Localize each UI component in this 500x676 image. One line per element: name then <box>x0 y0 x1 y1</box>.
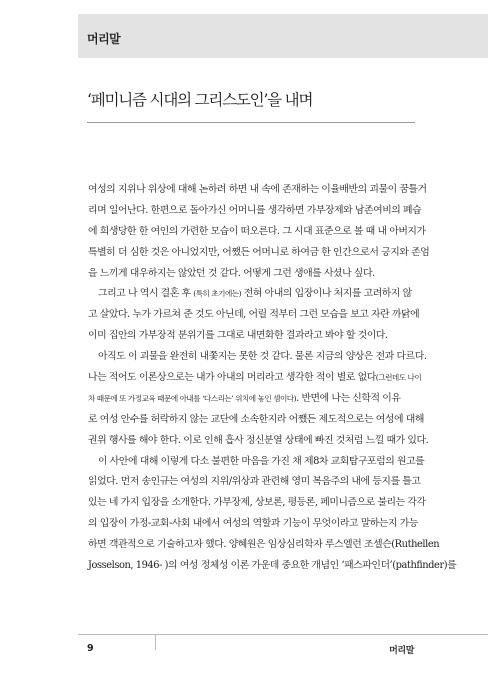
text-run: 특별히 더 심한 것은 아니었지만, 어쨌든 어머니로 하여금 한 인간으로서 긍지와 존엄 <box>88 246 430 258</box>
text-line <box>88 431 429 452</box>
text-run: 리며 일어난다. 한편으로 돌아가신 어머니를 생각하면 가부장제와 남존여비의 폐습 <box>88 204 422 216</box>
running-header-section: 머리말 <box>87 32 121 46</box>
chapter-title: ‘페미니즘 시대의 그리스도인’을 내며 <box>87 91 313 109</box>
footer-tick-divider <box>155 634 156 650</box>
text-line <box>88 514 418 535</box>
text-run: 그리고 나 역시 결혼 후 <box>98 288 194 300</box>
text-run: Josselson, 1946- )의 여성 정체성 이론 가운데 중요한 개념인 ‘패스파인더’(pathfinder)를 <box>88 560 457 572</box>
text-line <box>88 472 421 493</box>
text-run: 아직도 이 괴물을 완전히 내쫓지는 못한 것 같다. 물론 지금의 양상은 전과 다르다. <box>98 351 427 363</box>
title-divider <box>87 122 415 123</box>
text-line <box>88 305 420 326</box>
text-line <box>88 264 414 285</box>
inline-note: (특히 초기에는) <box>193 289 242 299</box>
inline-note: (그런데도 나이 <box>375 373 422 383</box>
text-line <box>88 535 440 556</box>
text-run: . 반면에 나는 신학적 이유 <box>296 392 401 404</box>
text-line <box>88 556 457 577</box>
text-run: 있는 네 가지 입장을 소개한다. 가부장제, 상보론, 평등론, 페미니즘으로 불리는 각각 <box>88 497 426 509</box>
text-run: 전혀 아내의 입장이나 처지를 고려하지 않 <box>241 288 412 300</box>
text-run: 로 여성 안수를 허락하지 않는 교단에 소속한지라 어쨌든 제도적으로는 여성에 대해 <box>88 413 424 425</box>
text-run: 여성의 지위나 위상에 대해 논하려 하면 내 속에 존재하는 이율배반의 괴물이 꿈틀거 <box>88 184 427 195</box>
text-run: 에 희생당한 한 여인의 가련한 모습이 떠오른다. 그 시대 표준으로 볼 때 내 아버지가 <box>88 225 426 237</box>
text-run: 하면 객관적으로 기술하고자 했다. 양혜원은 임상심리학자 루스엘런 조셀슨(Ruthellen <box>88 539 440 551</box>
inline-note: 차 때문에 또 가정교육 때문에 아내를 ‘다스리는’ 위치에 놓인 셈이다) <box>88 393 297 403</box>
text-run: 의 입장이 가정-교회-사회 내에서 여성의 역할과 기능이 무엇이라고 말하는지 가능 <box>88 518 418 530</box>
page-number: 9 <box>87 643 94 654</box>
footer-divider <box>78 634 488 635</box>
text-line <box>88 243 430 264</box>
text-run: 나는 적어도 이론상으로는 내가 아내의 머리라고 생각한 적이 별로 없다 <box>88 372 376 384</box>
text-run: 이미 집안의 가부장적 분위기를 그대로 내면화한 결과라고 봐야 할 것이다. <box>88 330 388 342</box>
text-line <box>88 284 414 305</box>
text-run: 권위 행사를 해야 한다. 이로 인해 흡사 정신분열 상태에 빠진 것처럼 느낄 때가 있다. <box>88 434 429 446</box>
text-line <box>88 347 427 368</box>
text-line <box>88 222 426 243</box>
header-bar <box>78 14 488 58</box>
text-run: 이 사안에 대해 이렇게 다소 불편한 마음을 가진 채 제8차 교회탐구포럼의 원고를 <box>98 455 425 467</box>
text-line <box>88 389 414 410</box>
text-line <box>88 326 414 347</box>
text-run: 을 느끼게 대우하지는 않았던 것 같다. 어떻게 그런 생애를 사셨나 싶다. <box>88 267 375 279</box>
text-line <box>88 493 426 514</box>
text-line <box>88 201 422 222</box>
text-run: 고 살았다. 누가 가르쳐 준 것도 아닌데, 어릴 적부터 그런 모습을 보고 자란 까닭에 <box>88 309 420 321</box>
text-line <box>88 368 422 389</box>
text-line <box>88 452 425 473</box>
text-run: 읽었다. 먼저 송인규는 여성의 지위/위상과 관련해 영미 복음주의 내에 등지를 틀고 <box>88 476 421 488</box>
text-line <box>88 180 427 201</box>
running-footer-section: 머리말 <box>389 646 414 656</box>
text-line <box>88 410 424 431</box>
body-text <box>88 180 457 577</box>
